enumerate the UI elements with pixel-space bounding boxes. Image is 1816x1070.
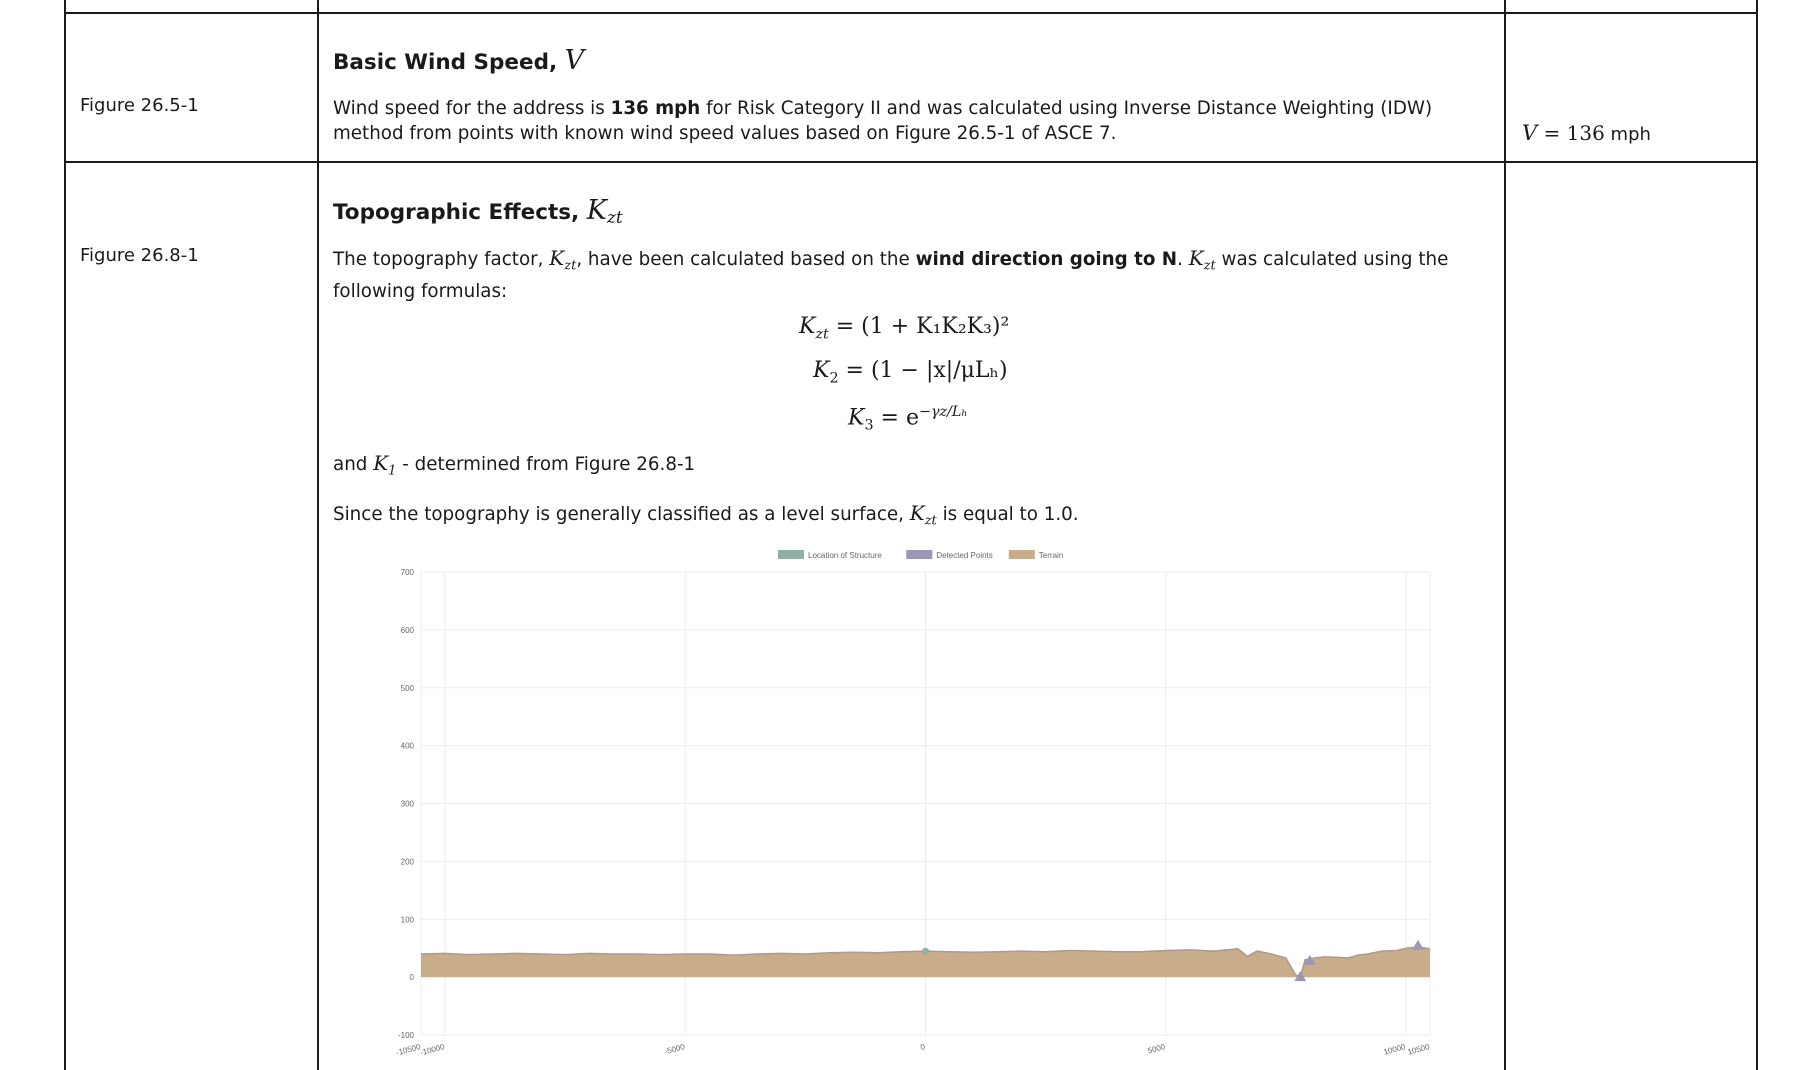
legend-label: Detected Points bbox=[936, 551, 993, 560]
wind-speed-result: V = 136 mph bbox=[1522, 121, 1651, 145]
formula-k3: $K_3 = e^{-\gamma z/L_h}$ bbox=[848, 404, 968, 434]
y-tick-label: 200 bbox=[400, 857, 414, 867]
y-tick-label: 100 bbox=[400, 915, 414, 925]
k1-note: and $K_1$ - determined from Figure 26.8-1 bbox=[333, 451, 696, 479]
x-tick-label: -5000 bbox=[663, 1042, 686, 1057]
x-tick-label: 10000 bbox=[1382, 1042, 1407, 1057]
section-heading: Topographic Effects, Kzt bbox=[333, 195, 623, 228]
x-tick-label: -10500 bbox=[395, 1042, 422, 1058]
x-tick-label: 5000 bbox=[1146, 1042, 1167, 1056]
y-tick-label: 300 bbox=[400, 799, 414, 809]
table-column-divider bbox=[1756, 0, 1758, 1070]
legend-swatch bbox=[778, 550, 804, 559]
legend-swatch bbox=[906, 550, 932, 559]
structure-location-point bbox=[922, 948, 929, 955]
legend-label: Terrain bbox=[1038, 551, 1064, 560]
y-tick-label: 500 bbox=[400, 683, 414, 693]
wind-speed-section bbox=[333, 45, 1553, 146]
x-tick-label: 0 bbox=[919, 1042, 927, 1053]
formula-kzt: $K_{zt} = (1 + K_1K_2K_3)^2$ bbox=[799, 314, 1010, 343]
kzt-conclusion: Since the topography is generally classified as a level surface, $K_{zt}$ is equal to 1.0. bbox=[333, 501, 1079, 529]
legend-label: Location of Structure bbox=[808, 551, 882, 560]
topographic-section bbox=[333, 195, 1553, 304]
y-tick-label: 600 bbox=[400, 625, 414, 635]
table-column-divider bbox=[317, 0, 319, 1070]
y-tick-label: 700 bbox=[400, 568, 414, 577]
legend-swatch bbox=[1009, 550, 1035, 559]
y-tick-label: 0 bbox=[409, 973, 414, 983]
table-column-divider bbox=[64, 0, 66, 1070]
topography-paragraph: The topography factor, $K_{zt}$, have been calculated based on the wind direction going to N. $K_{zt}$ was calculated using the following formulas: bbox=[333, 246, 1449, 302]
wind-speed-paragraph: Wind speed for the address is 136 mph for Risk Category II and was calculated using Inverse Distance Weighting (IDW) method from points with known wind speed values based on Figure 26.5-1 of ASCE 7. bbox=[333, 98, 1433, 144]
y-tick-label: -100 bbox=[397, 1031, 414, 1040]
formula-k2: $K_2 = (1 - |x|/\mu L_h)$ bbox=[813, 358, 1008, 387]
y-tick-label: 400 bbox=[400, 741, 414, 751]
terrain-profile-chart bbox=[380, 545, 1460, 1070]
x-tick-label: -10000 bbox=[419, 1042, 446, 1058]
x-tick-label: 10500 bbox=[1406, 1042, 1431, 1057]
section-heading: Basic Wind Speed, V bbox=[333, 45, 585, 76]
reference-figure-26-5-1: Figure 26.5-1 bbox=[80, 95, 199, 116]
detected-point bbox=[1412, 940, 1424, 950]
reference-figure-26-8-1: Figure 26.8-1 bbox=[80, 245, 199, 266]
table-column-divider bbox=[1504, 0, 1506, 1070]
